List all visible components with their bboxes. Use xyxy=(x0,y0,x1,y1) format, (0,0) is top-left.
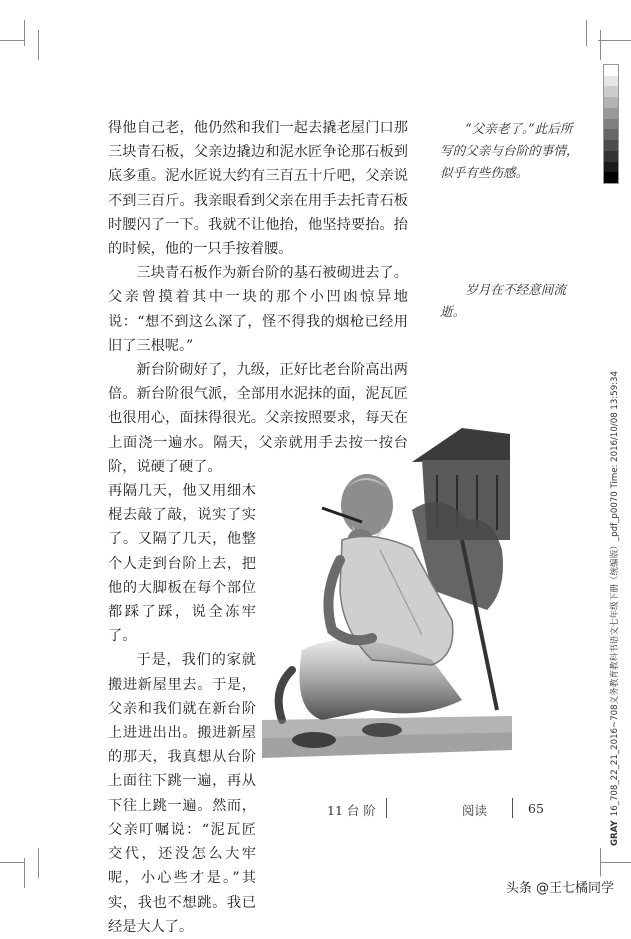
crop-mark-top-left-h xyxy=(0,40,24,41)
footer-chapter-title: 11 台 阶 xyxy=(327,803,376,818)
page-number: 65 xyxy=(528,801,544,816)
crop-mark-top-right-v2 xyxy=(600,30,601,60)
crop-mark-top-left-v xyxy=(24,20,25,46)
leg-shape xyxy=(279,670,292,720)
house-roof-shape xyxy=(412,428,510,462)
side-note-2-text: 岁月在不经意间流逝。 xyxy=(440,282,566,319)
side-note-1-text: “父亲老了。”此后所写的父亲与台阶的事情，似乎有些伤感。 xyxy=(440,121,579,180)
old-man-illustration xyxy=(262,420,512,780)
footer-section-label: 阅读 xyxy=(462,803,488,818)
paragraph-3-continued: 再隔几天，他又用细木棍去敲了敲，说实了实了。又隔了几天，他整个人走到台阶上去，把他的大脚板在每个部位都踩了踩，说全冻牢了。 xyxy=(108,483,256,645)
footer-divider-left xyxy=(386,798,387,818)
crop-mark-bottom-left-v xyxy=(24,858,25,888)
paragraph-4: 于是，我们的家就搬进新屋里去。于是，父亲和我们就在新台阶上进进出出。搬进新屋的那天，我真想从台阶上面往下跳一遍，再从下往上跳一遍。然而，父亲叮嘱说：“泥瓦匠交代，还没怎么大牢呢，小心些才是。”其实，我也不想跳。我已经是大人了。 xyxy=(108,652,256,935)
crop-mark-bottom-left-v2 xyxy=(38,848,39,878)
crop-mark-bottom-right-h xyxy=(600,862,631,863)
side-note-time-passing xyxy=(440,279,580,323)
crop-mark-bottom-left-h xyxy=(0,862,24,863)
paragraph-3: 新台阶砌好了，九级，正好比老台阶高出两倍。新台阶很气派，全部用水泥抹的面，泥瓦匠也很用心，面抹得很光。父亲按照要求，每天在上面浇一遍水。隔天，父亲就用手去按一按台阶，说硬了硬了。 xyxy=(108,362,408,475)
print-info-text: 16_708_22_21_2016~708义务教育教科书语文七年级下册（统编版）_pdf_p0070 Time: 2016/10/08 13:59:34 xyxy=(610,371,620,817)
head-shape xyxy=(341,474,393,536)
print-gray-label: GRAY xyxy=(610,820,620,846)
paragraph-2: 三块青石板作为新台阶的基石被砌进去了。父亲曾摸着其中一块的那个小凹凼惊异地说：“想不到这么深了，怪不得我的烟枪已经用旧了三根呢。” xyxy=(108,265,408,354)
crop-mark-top-left-v2 xyxy=(38,30,39,60)
crop-mark-bottom-right-v xyxy=(600,848,601,878)
foot-left xyxy=(292,732,336,748)
print-info-vertical xyxy=(608,371,620,846)
grayscale-calibration-bar xyxy=(603,64,619,184)
crop-mark-top-right-v xyxy=(586,20,587,46)
side-note-father-aging xyxy=(440,118,580,184)
footer-divider-right xyxy=(512,798,513,818)
foot-right xyxy=(362,723,402,737)
crop-mark-top-right-h xyxy=(598,40,631,41)
watermark-toutiao: 头条 @王七橘同学 xyxy=(503,876,617,897)
paragraph-1: 得他自己老，他仍然和我们一起去撬老屋门口那三块青石板，父亲边撬边和泥水匠争论那石板到底多重。泥水匠说大约有三百五十斤吧，父亲说不到三百斤。我亲眼看到父亲在用手去托青石板时腰闪了一下。我就不让他抬，他坚持要抬。抬的时候，他的一只手按着腰。 xyxy=(108,120,408,258)
